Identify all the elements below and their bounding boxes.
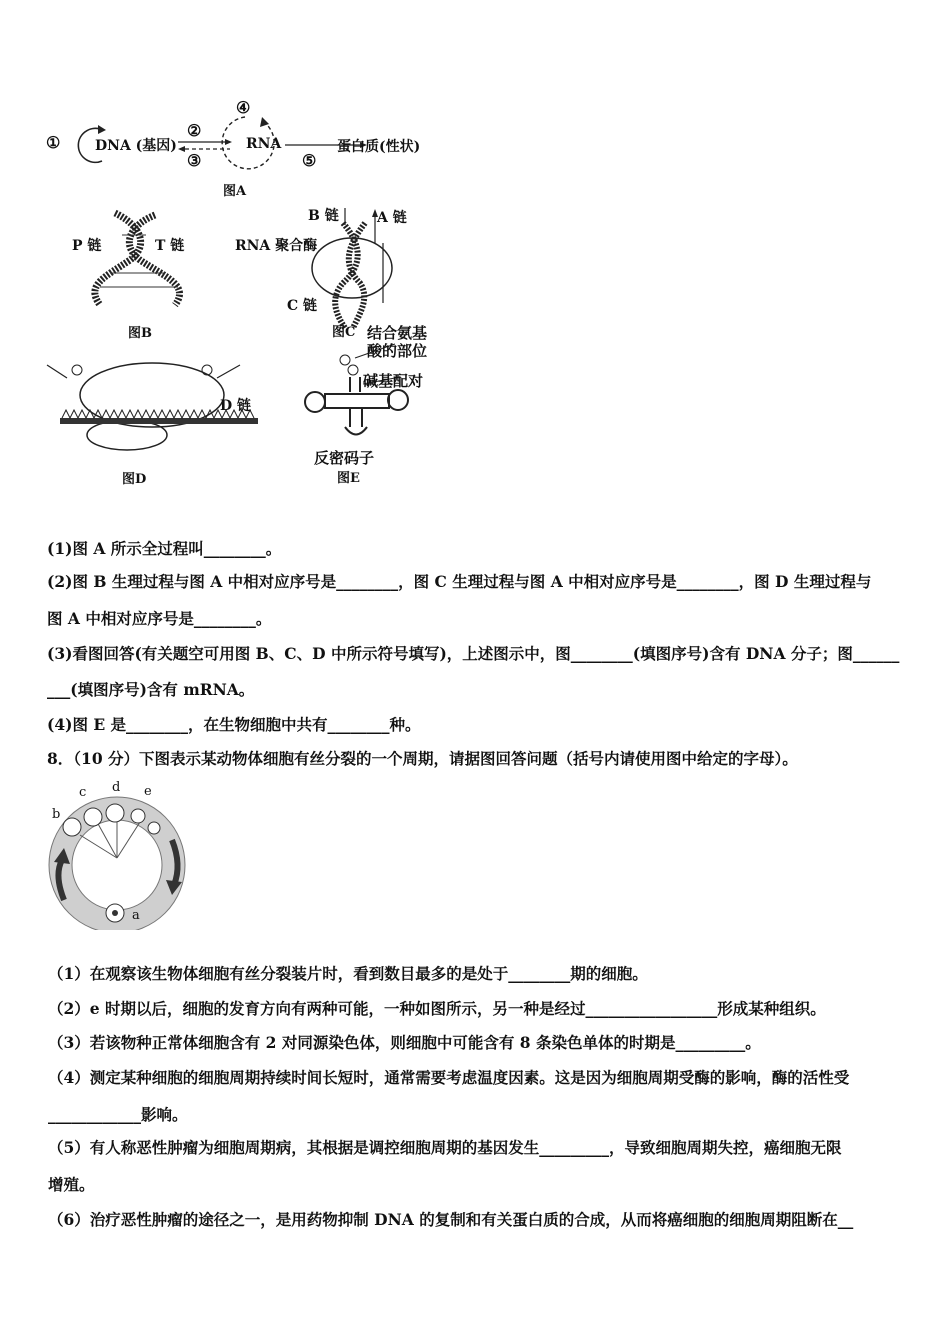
q8-sub-2: （2）e 时期以后，细胞的发育方向有两种可能，一种如图所示，另一种是经过_________________形成某种组织。	[48, 999, 826, 1018]
q8-sub-4a: （4）测定某种细胞的细胞周期持续时间长短时，通常需要考虑温度因素。这是因为细胞周期受酶的影响，酶的活性受	[48, 1068, 850, 1087]
fig-d-caption: 图D	[122, 472, 147, 487]
fig-b-p-label: P 链	[72, 238, 102, 254]
fig-a-n2: ②	[187, 121, 202, 140]
fig-e-caption: 图E	[337, 471, 360, 486]
fig-b-t-label: T 链	[155, 238, 185, 254]
fig-c-b-label: B 链	[308, 208, 339, 224]
fig-a-n1: ①	[46, 133, 61, 152]
cell-cycle-diagram	[42, 780, 192, 930]
cycle-label-d: d	[112, 780, 121, 795]
q8-sub-5a: （5）有人称恶性肿瘤为细胞周期病，其根据是调控细胞周期的基因发生_________，导致细胞周期失控，癌细胞无限	[48, 1138, 842, 1157]
fig-e-aa-label-1: 结合氨基	[367, 324, 428, 342]
fig-e-pair-label: 碱基配对	[363, 372, 424, 390]
fig-e-aa-label-2: 酸的部位	[367, 342, 428, 360]
fig-c-a-label: A 链	[377, 210, 407, 226]
fig-a-n4: ④	[236, 98, 251, 117]
q8-header: 8．（10 分）下图表示某动物体细胞有丝分裂的一个周期，请据图回答问题（括号内请使用图中给定的字母）。	[47, 749, 798, 768]
q7-line-5: ___(填图序号)含有 mRNA。	[47, 680, 255, 699]
figure-a	[40, 95, 440, 205]
q8-sub-1: （1）在观察该生物体细胞有丝分裂装片时，看到数目最多的是处于________期的细胞。	[48, 964, 648, 983]
fig-b-caption: 图B	[128, 326, 152, 341]
fig-c-caption: 图C	[332, 325, 356, 340]
q7-line-1: (1)图 A 所示全过程叫________。	[47, 539, 282, 558]
fig-a-rna-label: RNA	[246, 136, 282, 152]
fig-a-n5: ⑤	[302, 151, 317, 170]
figure-b	[70, 205, 200, 340]
fig-a-n3: ③	[187, 151, 202, 170]
q8-sub-6: （6）治疗恶性肿瘤的途径之一，是用药物抑制 DNA 的复制和有关蛋白质的合成，从而将癌细胞的细胞周期阻断在__	[48, 1210, 854, 1229]
q8-sub-3: （3）若该物种正常体细胞含有 2 对同源染色体，则细胞中可能含有 8 条染色单体的时期是_________。	[48, 1033, 761, 1052]
fig-e-anticodon-label: 反密码子	[314, 449, 375, 467]
cell-cycle-figure	[42, 780, 192, 930]
figure-d	[42, 350, 262, 485]
fig-d-d-label: D 链	[220, 398, 252, 414]
cycle-label-c: c	[79, 785, 87, 800]
q7-line-2: (2)图 B 生理过程与图 A 中相对应序号是________，图 C 生理过程与图 A 中相对应序号是________，图 D 生理过程与	[47, 572, 872, 591]
fig-a-protein-label: 蛋白质(性状)	[337, 139, 421, 155]
fig-c-rnap-label: RNA 聚合酶	[235, 238, 318, 254]
fig-c-c-label: C 链	[287, 298, 318, 314]
fig-a-caption: 图A	[223, 184, 247, 199]
q7-line-4: (3)看图回答(有关题空可用图 B、C、D 中所示符号填写)，上述图示中，图________(填图序号)含有 DNA 分子；图______	[47, 644, 900, 663]
cycle-label-e: e	[144, 784, 152, 799]
cycle-label-a: a	[132, 908, 140, 923]
q8-sub-5b: 增殖。	[48, 1175, 95, 1194]
q8-sub-4b: ____________影响。	[48, 1105, 188, 1124]
figure-b-dna-helix	[70, 205, 200, 310]
q7-line-6: (4)图 E 是________，在生物细胞中共有________种。	[47, 715, 421, 734]
q7-line-3: 图 A 中相对应序号是________。	[47, 609, 272, 628]
cycle-label-b: b	[52, 807, 61, 822]
fig-a-dna-label: DNA (基因)	[95, 138, 177, 154]
figure-e	[295, 322, 445, 487]
